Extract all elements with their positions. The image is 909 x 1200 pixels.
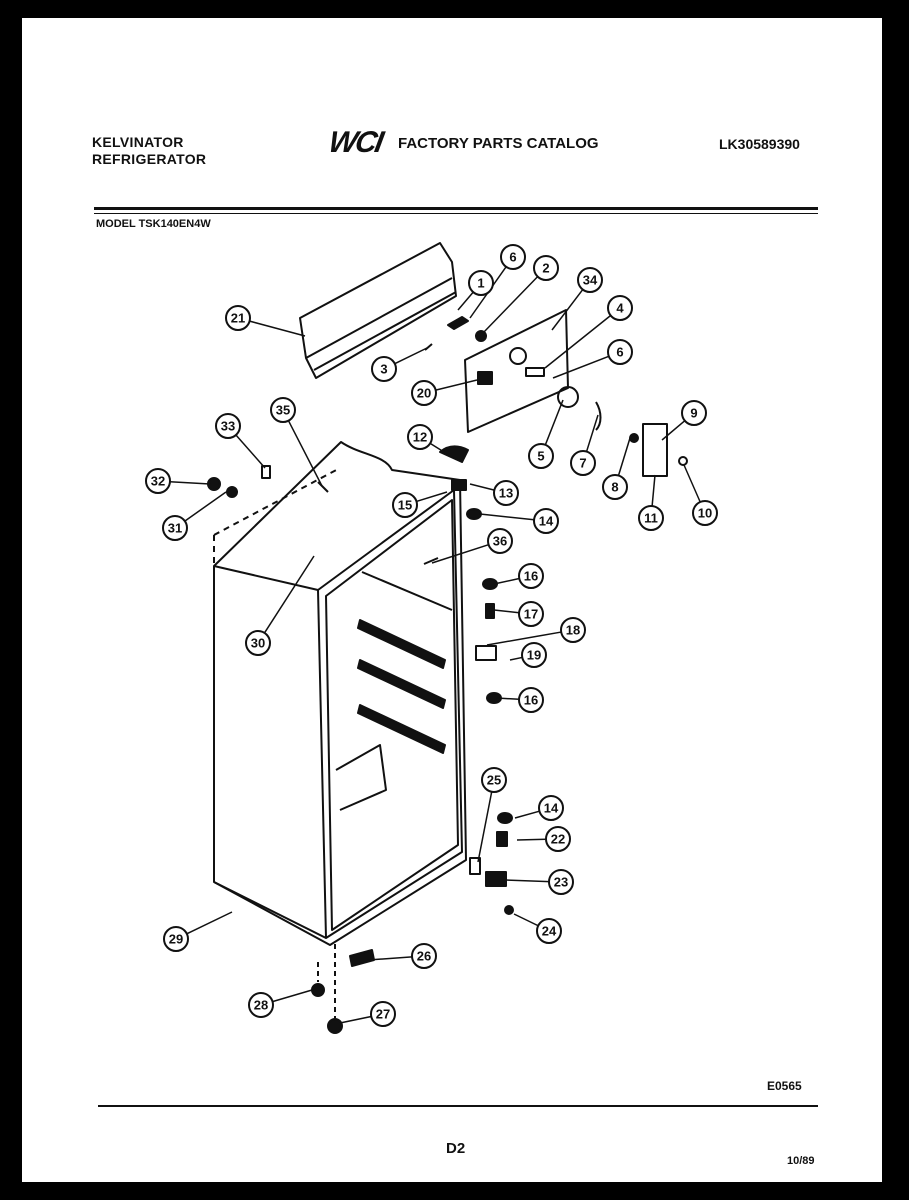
leader-line	[545, 400, 563, 445]
leader-line	[340, 1016, 371, 1023]
refrigerator-cabinet	[214, 442, 466, 945]
callout-label: 29	[168, 931, 184, 947]
callout-label: 13	[498, 485, 514, 501]
callout-21	[226, 306, 250, 330]
page-number: D2	[446, 1140, 466, 1157]
product-type: REFRIGERATOR	[92, 151, 207, 167]
callout-label: 24	[541, 923, 557, 939]
callout-label: 33	[220, 418, 236, 434]
callout-label: 20	[416, 385, 432, 401]
callout-label: 30	[250, 635, 266, 651]
callout-22	[546, 827, 570, 851]
callout-label: 8	[611, 479, 619, 495]
leader-line	[619, 438, 630, 476]
leader-line	[470, 484, 494, 490]
callout-label: 28	[253, 997, 269, 1013]
callout-label: 27	[375, 1006, 391, 1022]
callout-label: 19	[526, 647, 542, 663]
callout-16	[519, 688, 543, 712]
callout-17	[519, 602, 543, 626]
wci-logo: WCI	[326, 126, 385, 159]
callout-35	[271, 398, 295, 422]
callout-25	[482, 768, 506, 792]
leader-line	[187, 912, 232, 934]
callout-label: 9	[690, 405, 698, 421]
callout-label: 14	[538, 513, 554, 529]
callout-13	[494, 481, 518, 505]
figure-code: E0565	[767, 1079, 802, 1093]
leader-line	[458, 292, 473, 310]
callout-19	[522, 643, 546, 667]
leader-line	[395, 348, 427, 364]
callout-5	[529, 444, 553, 468]
footer-rule	[98, 1105, 818, 1107]
revision-date: 10/89	[787, 1155, 815, 1167]
leader-line	[494, 579, 519, 584]
callout-2	[534, 256, 558, 280]
leader-line	[505, 880, 549, 882]
callout-6	[501, 245, 525, 269]
callout-label: 18	[565, 622, 581, 638]
callout-1	[469, 271, 493, 295]
callout-23	[549, 870, 573, 894]
callout-15	[393, 493, 417, 517]
catalog-number: LK30589390	[719, 136, 800, 152]
callout-32	[146, 469, 170, 493]
catalog-title: FACTORY PARTS CATALOG	[398, 135, 599, 152]
callout-11	[639, 506, 663, 530]
callout-label: 6	[616, 344, 624, 360]
leader-line	[487, 632, 561, 645]
callout-29	[164, 927, 188, 951]
leader-line	[236, 435, 265, 468]
leader-line	[170, 482, 210, 484]
callout-34	[578, 268, 602, 292]
callout-24	[537, 919, 561, 943]
brand-name: KELVINATOR	[92, 134, 184, 150]
callout-label: 7	[579, 455, 587, 471]
callout-3	[372, 357, 396, 381]
callout-label: 10	[697, 505, 713, 521]
leader-line	[515, 811, 539, 818]
callout-label: 6	[509, 249, 517, 265]
callout-16	[519, 564, 543, 588]
callout-14	[539, 796, 563, 820]
model-number: MODEL TSK140EN4W	[96, 218, 211, 230]
callout-label: 16	[523, 692, 539, 708]
parts-catalog-page	[22, 18, 882, 1182]
callout-18	[561, 618, 585, 642]
leader-line	[510, 657, 522, 660]
leader-line	[552, 290, 583, 330]
leader-line	[587, 415, 598, 452]
leader-line	[684, 465, 700, 502]
callout-30	[246, 631, 270, 655]
callout-28	[249, 993, 273, 1017]
callout-label: 25	[486, 772, 502, 788]
callout-label: 11	[644, 510, 658, 526]
callout-label: 17	[523, 606, 539, 622]
callout-label: 26	[416, 948, 432, 964]
callout-33	[216, 414, 240, 438]
leader-line	[250, 321, 305, 336]
callout-label: 34	[582, 272, 598, 288]
callout-label: 3	[380, 361, 388, 377]
callout-label: 5	[537, 448, 545, 464]
callout-label: 23	[553, 874, 569, 890]
callout-10	[693, 501, 717, 525]
leader-line	[430, 443, 444, 452]
callout-label: 4	[616, 300, 624, 316]
callout-26	[412, 944, 436, 968]
callout-label: 35	[275, 402, 291, 418]
callout-12	[408, 425, 432, 449]
exploded-parts-diagram	[22, 18, 882, 1182]
callout-label: 32	[150, 473, 166, 489]
callout-27	[371, 1002, 395, 1026]
leader-line	[652, 475, 655, 506]
callout-7	[571, 451, 595, 475]
callout-31	[163, 516, 187, 540]
leader-line	[480, 514, 534, 520]
leader-line	[273, 990, 312, 1002]
leader-line	[185, 492, 226, 521]
callout-label: 1	[477, 275, 485, 291]
callout-label: 16	[523, 568, 539, 584]
callout-label: 31	[167, 520, 183, 536]
callout-8	[603, 475, 627, 499]
callout-14	[534, 509, 558, 533]
leader-line	[478, 792, 492, 862]
callout-label: 22	[550, 831, 566, 847]
callout-label: 21	[230, 310, 246, 326]
callout-label: 12	[412, 429, 428, 445]
callout-label: 36	[492, 533, 508, 549]
leader-line	[494, 610, 519, 613]
callout-label: 14	[543, 800, 559, 816]
callout-9	[682, 401, 706, 425]
callout-label: 15	[397, 497, 413, 513]
callout-36	[488, 529, 512, 553]
callout-20	[412, 381, 436, 405]
callout-4	[608, 296, 632, 320]
leader-line	[514, 914, 538, 926]
callout-label: 2	[542, 260, 550, 276]
callout-6	[608, 340, 632, 364]
leader-line	[517, 839, 546, 840]
